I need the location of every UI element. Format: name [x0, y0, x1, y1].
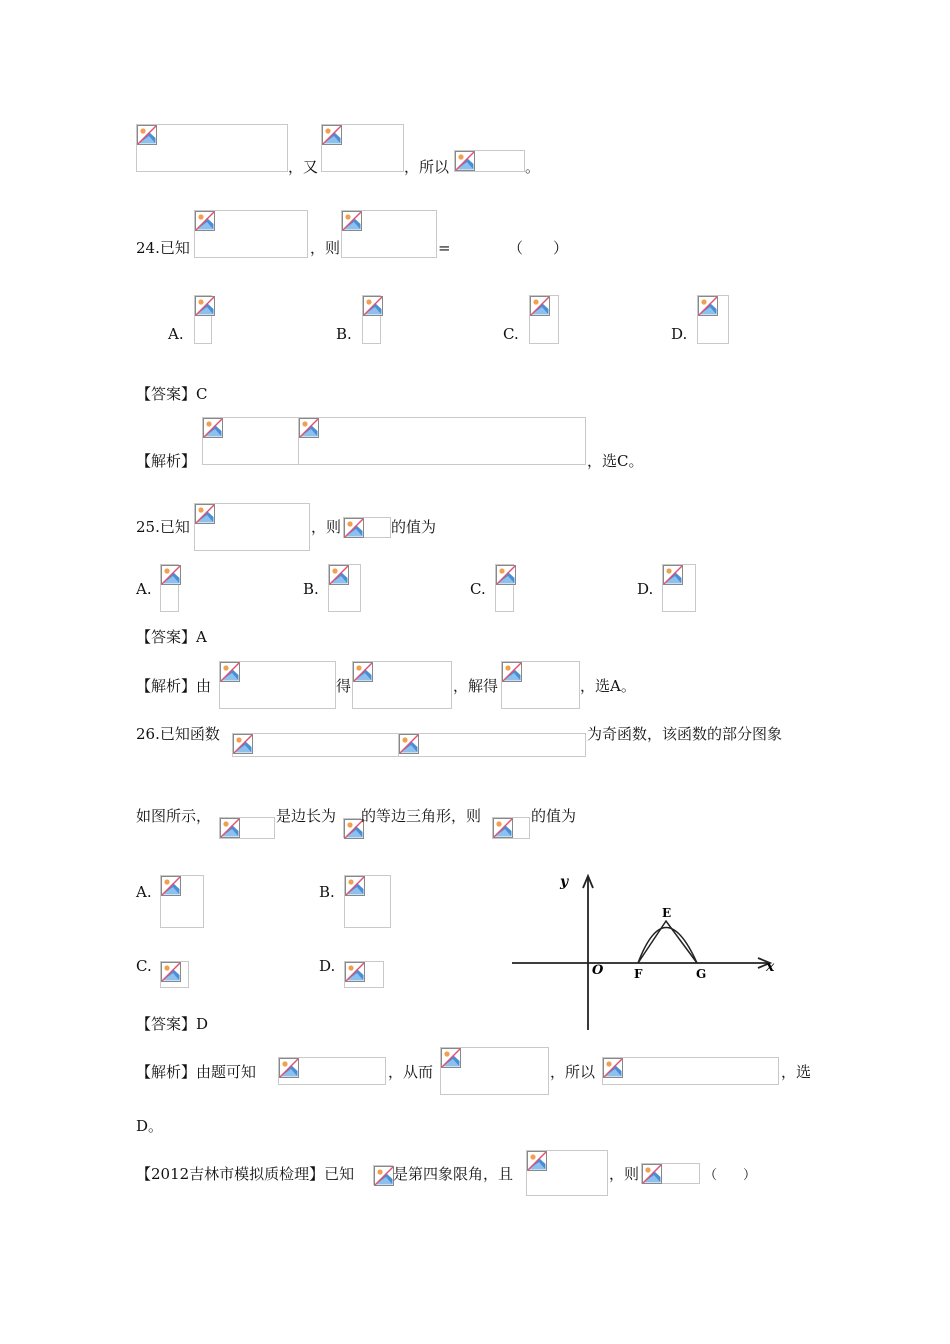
q26-line2a: 如图所示，	[136, 807, 212, 825]
q24-opt-d: D.	[671, 325, 688, 343]
formula-image	[495, 564, 514, 612]
q27-ze: ，则	[609, 1165, 640, 1183]
formula-image	[219, 661, 336, 709]
broken-image-icon	[161, 876, 181, 896]
formula-image	[440, 1047, 549, 1095]
q26-opt-a: A.	[136, 883, 152, 901]
formula-image	[641, 1163, 700, 1184]
q25-ze: ，则	[311, 518, 342, 536]
broken-image-icon	[220, 818, 240, 838]
broken-image-icon	[642, 1164, 662, 1184]
broken-image-icon	[195, 296, 215, 316]
formula-image	[352, 661, 452, 709]
broken-image-icon	[441, 1048, 461, 1068]
q25-answer: 【答案】A	[136, 628, 207, 646]
broken-image-icon	[345, 962, 365, 982]
formula-image	[373, 1165, 393, 1185]
formula-image	[662, 564, 696, 612]
broken-image-icon	[203, 418, 223, 438]
q24-eq: =	[438, 239, 451, 257]
q25-de: 得	[336, 677, 352, 695]
q26-opt-d: D.	[319, 957, 336, 975]
formula-image	[194, 295, 212, 344]
formula-image	[160, 875, 204, 928]
broken-image-icon	[530, 296, 550, 316]
q26-suoyi: ，所以	[550, 1063, 596, 1081]
formula-image	[298, 417, 586, 465]
broken-image-icon	[496, 565, 516, 585]
q24-opt-b: B.	[336, 325, 352, 343]
q26-line2d: 的值为	[531, 807, 577, 825]
q27-paren: （ ）	[704, 1168, 757, 1183]
broken-image-icon	[279, 1058, 299, 1078]
formula-image	[343, 517, 391, 538]
q27-source: 【2012吉林市模拟质检理】已知	[136, 1165, 355, 1183]
broken-image-icon	[353, 662, 373, 682]
formula-image	[501, 661, 580, 709]
broken-image-icon	[502, 662, 522, 682]
formula-image	[232, 733, 400, 757]
text-suoyi: ，所以	[404, 158, 450, 176]
formula-image	[328, 564, 361, 612]
broken-image-icon	[663, 565, 683, 585]
broken-image-icon	[363, 296, 383, 316]
broken-image-icon	[399, 734, 419, 754]
q26-conger: ，从而	[388, 1063, 434, 1081]
formula-image	[194, 503, 310, 551]
q24-analysis-end: ，选C。	[587, 452, 644, 470]
formula-image	[219, 817, 275, 839]
formula-image	[160, 961, 189, 988]
q26-opt-c: C.	[136, 957, 152, 975]
q26-line2c: 的等边三角形，则	[361, 807, 482, 825]
broken-image-icon	[603, 1058, 623, 1078]
broken-image-icon	[161, 962, 181, 982]
broken-image-icon	[374, 1166, 394, 1186]
broken-image-icon	[195, 211, 215, 231]
broken-image-icon	[345, 876, 365, 896]
formula-image	[194, 210, 308, 258]
q25-end: ，选A。	[580, 677, 636, 695]
q26-opt-b: B.	[319, 883, 335, 901]
q24-paren: （ ）	[508, 239, 569, 257]
broken-image-icon	[329, 565, 349, 585]
formula-image	[160, 564, 179, 612]
broken-image-icon	[344, 518, 364, 538]
q25-jiede: ，解得	[453, 677, 499, 695]
broken-image-icon	[455, 151, 475, 171]
text-period: 。	[525, 158, 541, 176]
broken-image-icon	[322, 125, 342, 145]
broken-image-icon	[698, 296, 718, 316]
graph-y-label: y	[560, 874, 569, 890]
broken-image-icon	[493, 818, 513, 838]
formula-image	[136, 124, 288, 172]
formula-image	[344, 875, 391, 928]
q26-stem: 26.已知函数	[136, 725, 220, 743]
q25-analysis-label: 【解析】由	[136, 677, 212, 695]
broken-image-icon	[161, 565, 181, 585]
broken-image-icon	[220, 662, 240, 682]
broken-image-icon	[527, 1151, 547, 1171]
formula-image	[492, 817, 530, 839]
formula-image	[529, 295, 559, 344]
broken-image-icon	[137, 125, 157, 145]
q24-analysis-label: 【解析】	[136, 452, 197, 470]
q25-opt-c: C.	[470, 580, 486, 598]
formula-image	[454, 150, 525, 172]
broken-image-icon	[299, 418, 319, 438]
q24-stem: 24.已知	[136, 239, 190, 257]
broken-image-icon	[233, 734, 253, 754]
formula-image	[526, 1150, 608, 1196]
broken-image-icon	[195, 504, 215, 524]
q24-opt-a: A.	[168, 325, 184, 343]
q26-stem-end: 为奇函数，该函数的部分图象	[587, 725, 783, 743]
function-graph	[508, 872, 780, 1032]
q25-opt-b: B.	[303, 580, 319, 598]
text-you: ，又	[288, 158, 319, 176]
graph-x-label: x	[766, 959, 775, 975]
formula-image	[697, 295, 729, 344]
q26-analysis: 【解析】由题可知	[136, 1063, 257, 1081]
formula-image	[602, 1057, 779, 1085]
q26-answer: 【答案】D	[136, 1015, 209, 1033]
q24-opt-c: C.	[503, 325, 519, 343]
formula-image	[362, 295, 381, 344]
formula-image	[321, 124, 404, 172]
q25-value: 的值为	[391, 518, 437, 536]
formula-image	[344, 961, 384, 988]
q24-ze: ，则	[310, 239, 341, 257]
formula-image	[398, 733, 586, 757]
q25-stem: 25.已知	[136, 518, 190, 536]
broken-image-icon	[342, 211, 362, 231]
q27-mid: 是第四象限角，且	[393, 1165, 514, 1183]
formula-image	[278, 1057, 386, 1085]
graph-origin-label: O	[592, 963, 604, 978]
q25-opt-a: A.	[136, 580, 152, 598]
formula-image	[343, 818, 361, 838]
q25-opt-d: D.	[637, 580, 654, 598]
q26-d-end: D。	[136, 1117, 164, 1135]
graph-e-label: E	[662, 906, 672, 920]
formula-image	[341, 210, 437, 258]
graph-g-label: G	[696, 967, 707, 981]
q26-xuan: ，选	[781, 1063, 812, 1081]
graph-f-label: F	[634, 967, 643, 981]
q24-answer: 【答案】C	[136, 385, 208, 403]
formula-image	[202, 417, 299, 465]
q26-line2b: 是边长为	[276, 807, 337, 825]
